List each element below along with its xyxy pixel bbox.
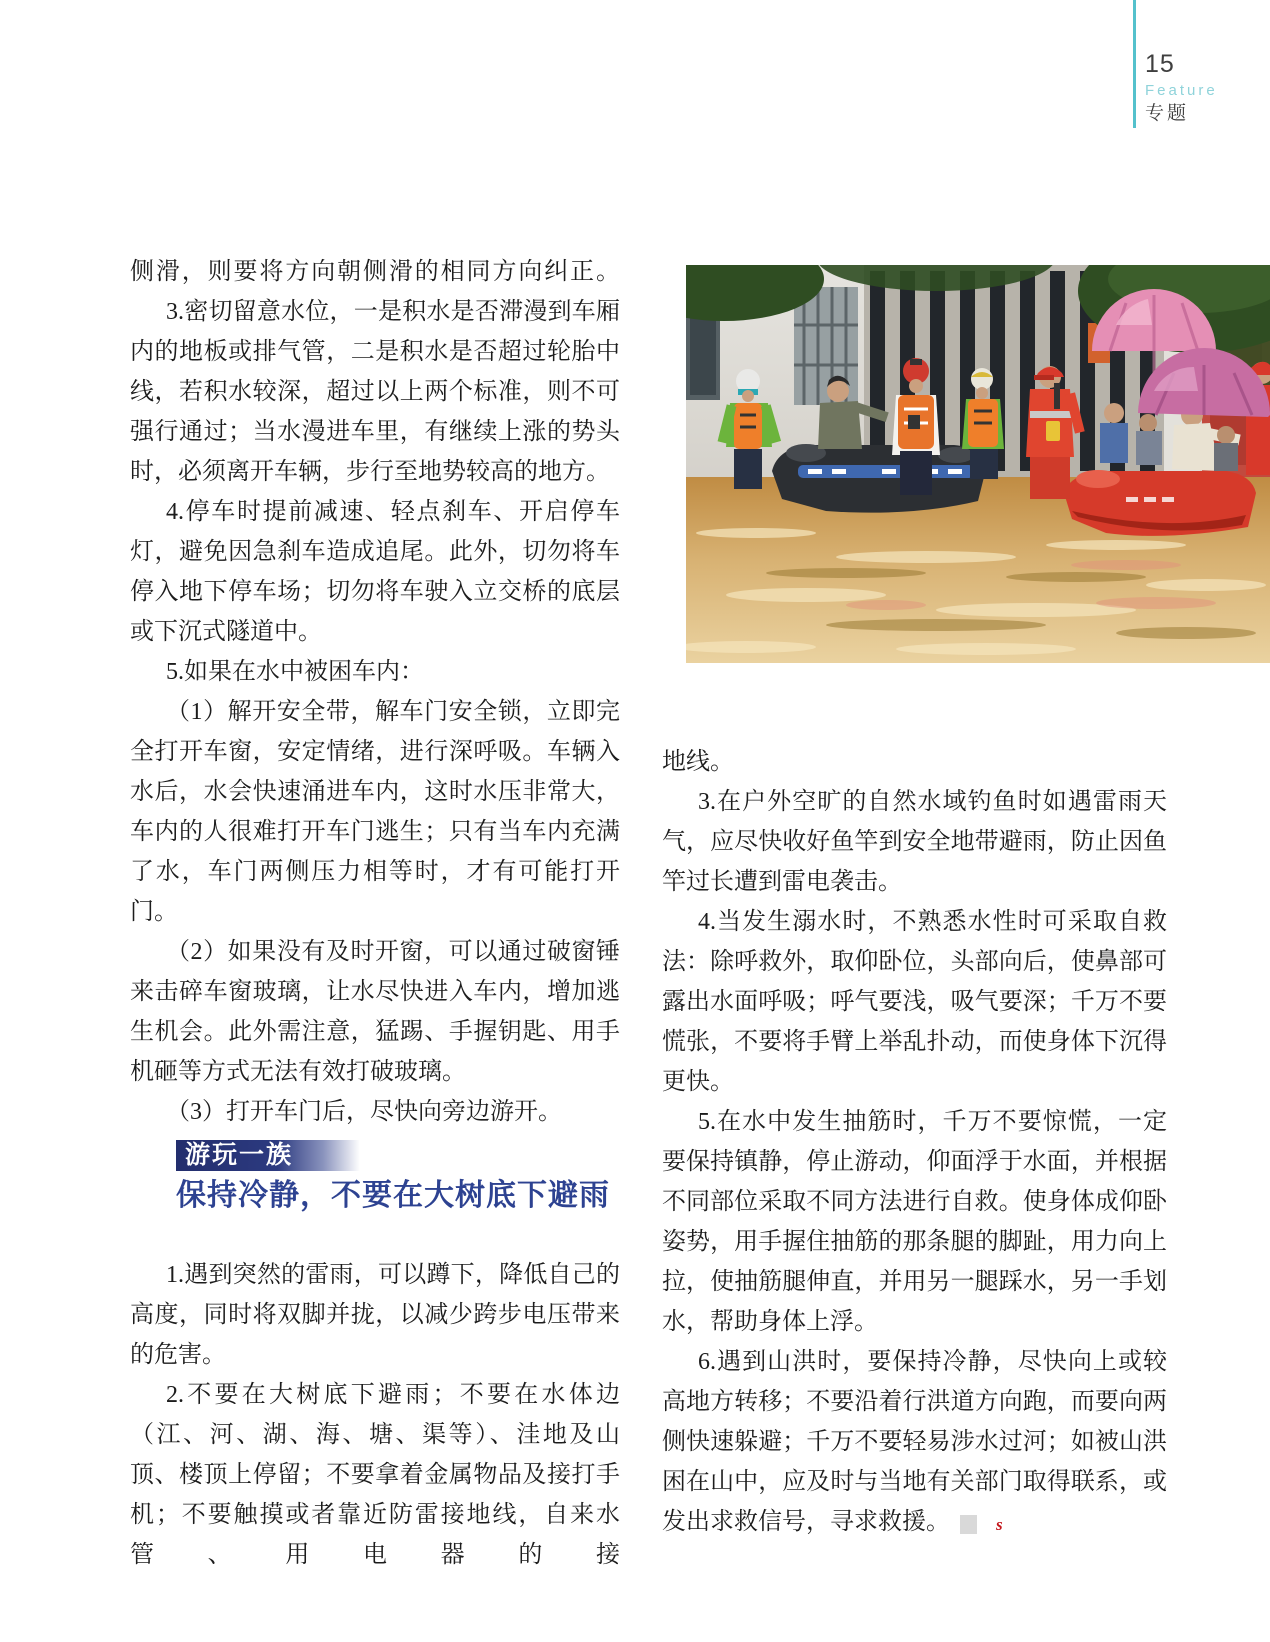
- folio-block: [1145, 50, 1218, 126]
- section-title: 保持冷静，不要在大树底下避雨: [176, 1179, 610, 1212]
- body-paragraph: 2.不要在大树底下避雨；不要在水体边（江、河、湖、海、塘、渠等）、洼地及山顶、楼顶上停留；不要拿着金属物品及接打手机；不要触摸或者靠近防雷接地线，自来水管、用电器的接: [130, 1382, 620, 1568]
- left-column-bottom: [130, 1255, 620, 1575]
- flood-rescue-photo: [686, 265, 1270, 663]
- left-column-top: [130, 252, 620, 1132]
- section-header: [130, 1140, 620, 1213]
- body-paragraph: 3.密切留意水位，一是积水是否滞漫到车厢内的地板或排气管，二是积水是否超过轮胎中线，若积水较深，超过以上两个标准，则不可强行通过；当水漫进车里，有继续上涨的势头时，必须离开车辆，步行至地势较高的地方。: [130, 299, 620, 485]
- rescue-boat-black: [772, 444, 986, 513]
- page-number: 15: [1145, 50, 1175, 78]
- body-paragraph: （3）打开车门后，尽快向旁边游开。: [166, 1099, 562, 1125]
- body-paragraph: 1.遇到突然的雷雨，可以蹲下，降低自己的高度，同时将双脚并拢，以减少跨步电压带来的危害。: [130, 1262, 620, 1368]
- folio-rule: [1133, 0, 1136, 128]
- right-column: [662, 742, 1167, 1542]
- body-paragraph: 3.在户外空旷的自然水域钓鱼时如遇雷雨天气，应尽快收好鱼竿到安全地带避雨，防止因鱼竿过长遭到雷电袭击。: [662, 789, 1167, 895]
- section-tag: 游玩一族: [176, 1140, 360, 1171]
- flood-rescue-illustration: [686, 265, 1270, 663]
- body-paragraph: 地线。: [662, 749, 734, 775]
- body-paragraph: （1）解开安全带，解车门安全锁，立即完全打开车窗，安定情绪，进行深呼吸。车辆入水后，水会快速涌进车内，这时水压非常大，车内的人很难打开车门逃生；只有当车内充满了水，车门两侧压力相等时，才有可能打开门。: [130, 699, 620, 925]
- body-paragraph: [662, 1342, 1167, 1542]
- body-paragraph: 5.如果在水中被困车内：: [166, 659, 424, 685]
- feature-label: Feature: [1145, 82, 1218, 99]
- paragraph-text: 6.遇到山洪时，要保持冷静，尽快向上或较高地方转移；不要沿着行洪道方向跑，而要向两侧快速躲避；千万不要轻易涉水过河；如被山洪困在山中，应及时与当地有关部门取得联系，或发出求救信号，寻求救援。: [662, 1349, 1167, 1535]
- rescue-boat-red: [1064, 470, 1256, 536]
- article-end-mark-icon: s: [960, 1515, 977, 1534]
- section-label: 专题: [1145, 103, 1190, 124]
- body-paragraph: （2）如果没有及时开窗，可以通过破窗锤来击碎车窗玻璃，让水尽快进入车内，增加逃生机会。此外需注意，猛踢、手握钥匙、用手机砸等方式无法有效打破玻璃。: [130, 939, 620, 1085]
- body-paragraph: 4.停车时提前减速、轻点刹车、开启停车灯，避免因急刹车造成追尾。此外，切勿将车停入地下停车场；切勿将车驶入立交桥的底层或下沉式隧道中。: [130, 499, 620, 645]
- body-paragraph: 4.当发生溺水时，不熟悉水性时可采取自救法：除呼救外，取仰卧位，头部向后，使鼻部可露出水面呼吸；呼气要浅，吸气要深；千万不要慌张，不要将手臂上举乱扑动，而使身体下沉得更快。: [662, 909, 1167, 1095]
- body-paragraph: 5.在水中发生抽筋时，千万不要惊慌，一定要保持镇静，停止游动，仰面浮于水面，并根据不同部位采取不同方法进行自救。使身体成仰卧姿势，用手握住抽筋的那条腿的脚趾，用力向上拉，使抽筋腿伸直，并用另一腿踩水，另一手划水，帮助身体上浮。: [662, 1109, 1167, 1335]
- body-paragraph: 侧滑，则要将方向朝侧滑的相同方向纠正。: [130, 259, 620, 285]
